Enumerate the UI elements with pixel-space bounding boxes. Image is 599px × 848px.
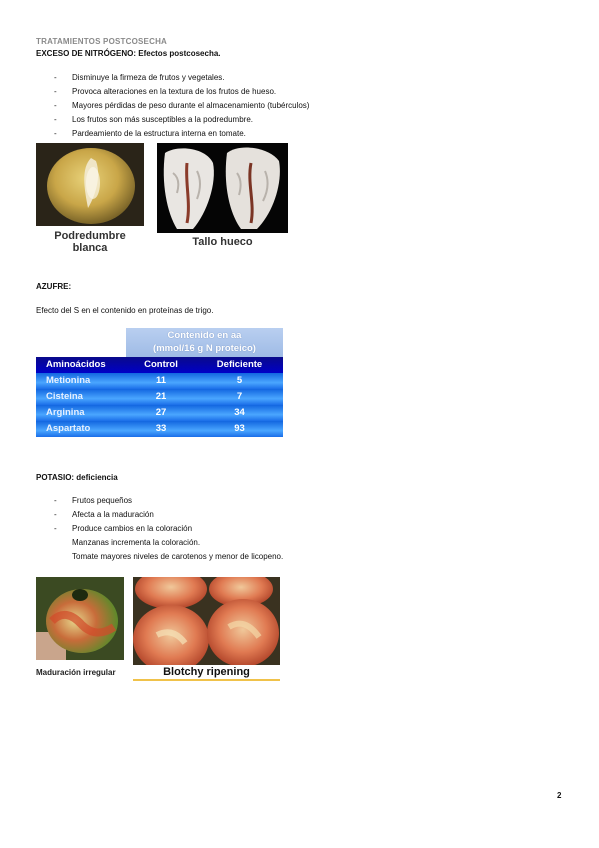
potassium-title: POTASIO: deficiencia [36, 473, 118, 482]
nitrogen-bullet-list [54, 71, 309, 141]
table-cell: 7 [236, 391, 243, 402]
list-item: - Afecta a la maduración [54, 508, 283, 522]
nitrogen-title [36, 49, 221, 58]
nitrogen-title-bold: EXCESO DE NITRÓGENO [36, 49, 134, 58]
white-rot-caption: Podredumbre blanca [54, 230, 126, 254]
list-subline: Manzanas incrementa la coloración. [72, 538, 201, 547]
table-cell: 33 [155, 423, 167, 434]
amino-acid-table [36, 328, 283, 437]
hollow-stem-photo [157, 143, 288, 233]
list-item: - Produce cambios en la coloración [54, 522, 283, 536]
irregular-ripening-photo [36, 577, 124, 660]
list-item: - Disminuye la firmeza de frutos y vegetales. [54, 71, 309, 85]
potassium-bullet-list [54, 494, 283, 564]
table-header-row [36, 357, 283, 373]
table-top-header-line2: (mmol/16 g N proteico) [153, 343, 256, 354]
list-item: - Pardeamiento de la estructura interna en tomate. [54, 127, 309, 141]
table-row [36, 389, 283, 405]
list-item: - Provoca alteraciones en la textura de los frutos de hueso. [54, 85, 309, 99]
blotchy-ripening-caption: Blotchy ripening [133, 666, 280, 681]
column-header: Aminoácidos [46, 359, 106, 370]
table-cell: Metionina [46, 375, 91, 386]
list-subline: Tomate mayores niveles de carotenos y menor de licopeno. [72, 552, 284, 561]
hollow-stem-caption: Tallo hueco [192, 236, 253, 248]
irregular-ripening-caption: Maduración irregular [36, 668, 116, 677]
sulfur-subtitle: Efecto del S en el contenido en proteínas de trigo. [36, 306, 214, 315]
list-item: - Frutos pequeños [54, 494, 283, 508]
column-header: Deficiente [216, 359, 263, 370]
white-rot-photo [36, 143, 144, 226]
sulfur-title: AZUFRE: [36, 282, 72, 291]
table-top-header-line1: Contenido en aa [167, 330, 242, 341]
table-top-header [126, 328, 283, 357]
table-cell: Aspartato [46, 423, 91, 434]
blotchy-ripening-photo [133, 577, 280, 665]
table-cell: 21 [155, 391, 167, 402]
table-row [36, 373, 283, 389]
list-item: - Los frutos son más susceptibles a la podredumbre. [54, 113, 309, 127]
table-cell: 93 [234, 423, 245, 434]
section-header: TRATAMIENTOS POSTCOSECHA [36, 37, 168, 46]
page-number: 2 [557, 791, 562, 800]
table-cell: 5 [236, 375, 243, 386]
table-row [36, 405, 283, 421]
table-cell: Arginina [46, 407, 85, 418]
list-item: - Mayores pérdidas de peso durante el almacenamiento (tubérculos) [54, 99, 309, 113]
table-cell: Cisteina [46, 391, 83, 402]
nitrogen-title-rest: : Efectos postcosecha. [133, 49, 221, 58]
table-cell: 11 [155, 375, 167, 386]
table-row [36, 421, 283, 437]
table-cell: 34 [234, 407, 245, 418]
column-header: Control [144, 359, 178, 370]
table-cell: 27 [155, 407, 167, 418]
